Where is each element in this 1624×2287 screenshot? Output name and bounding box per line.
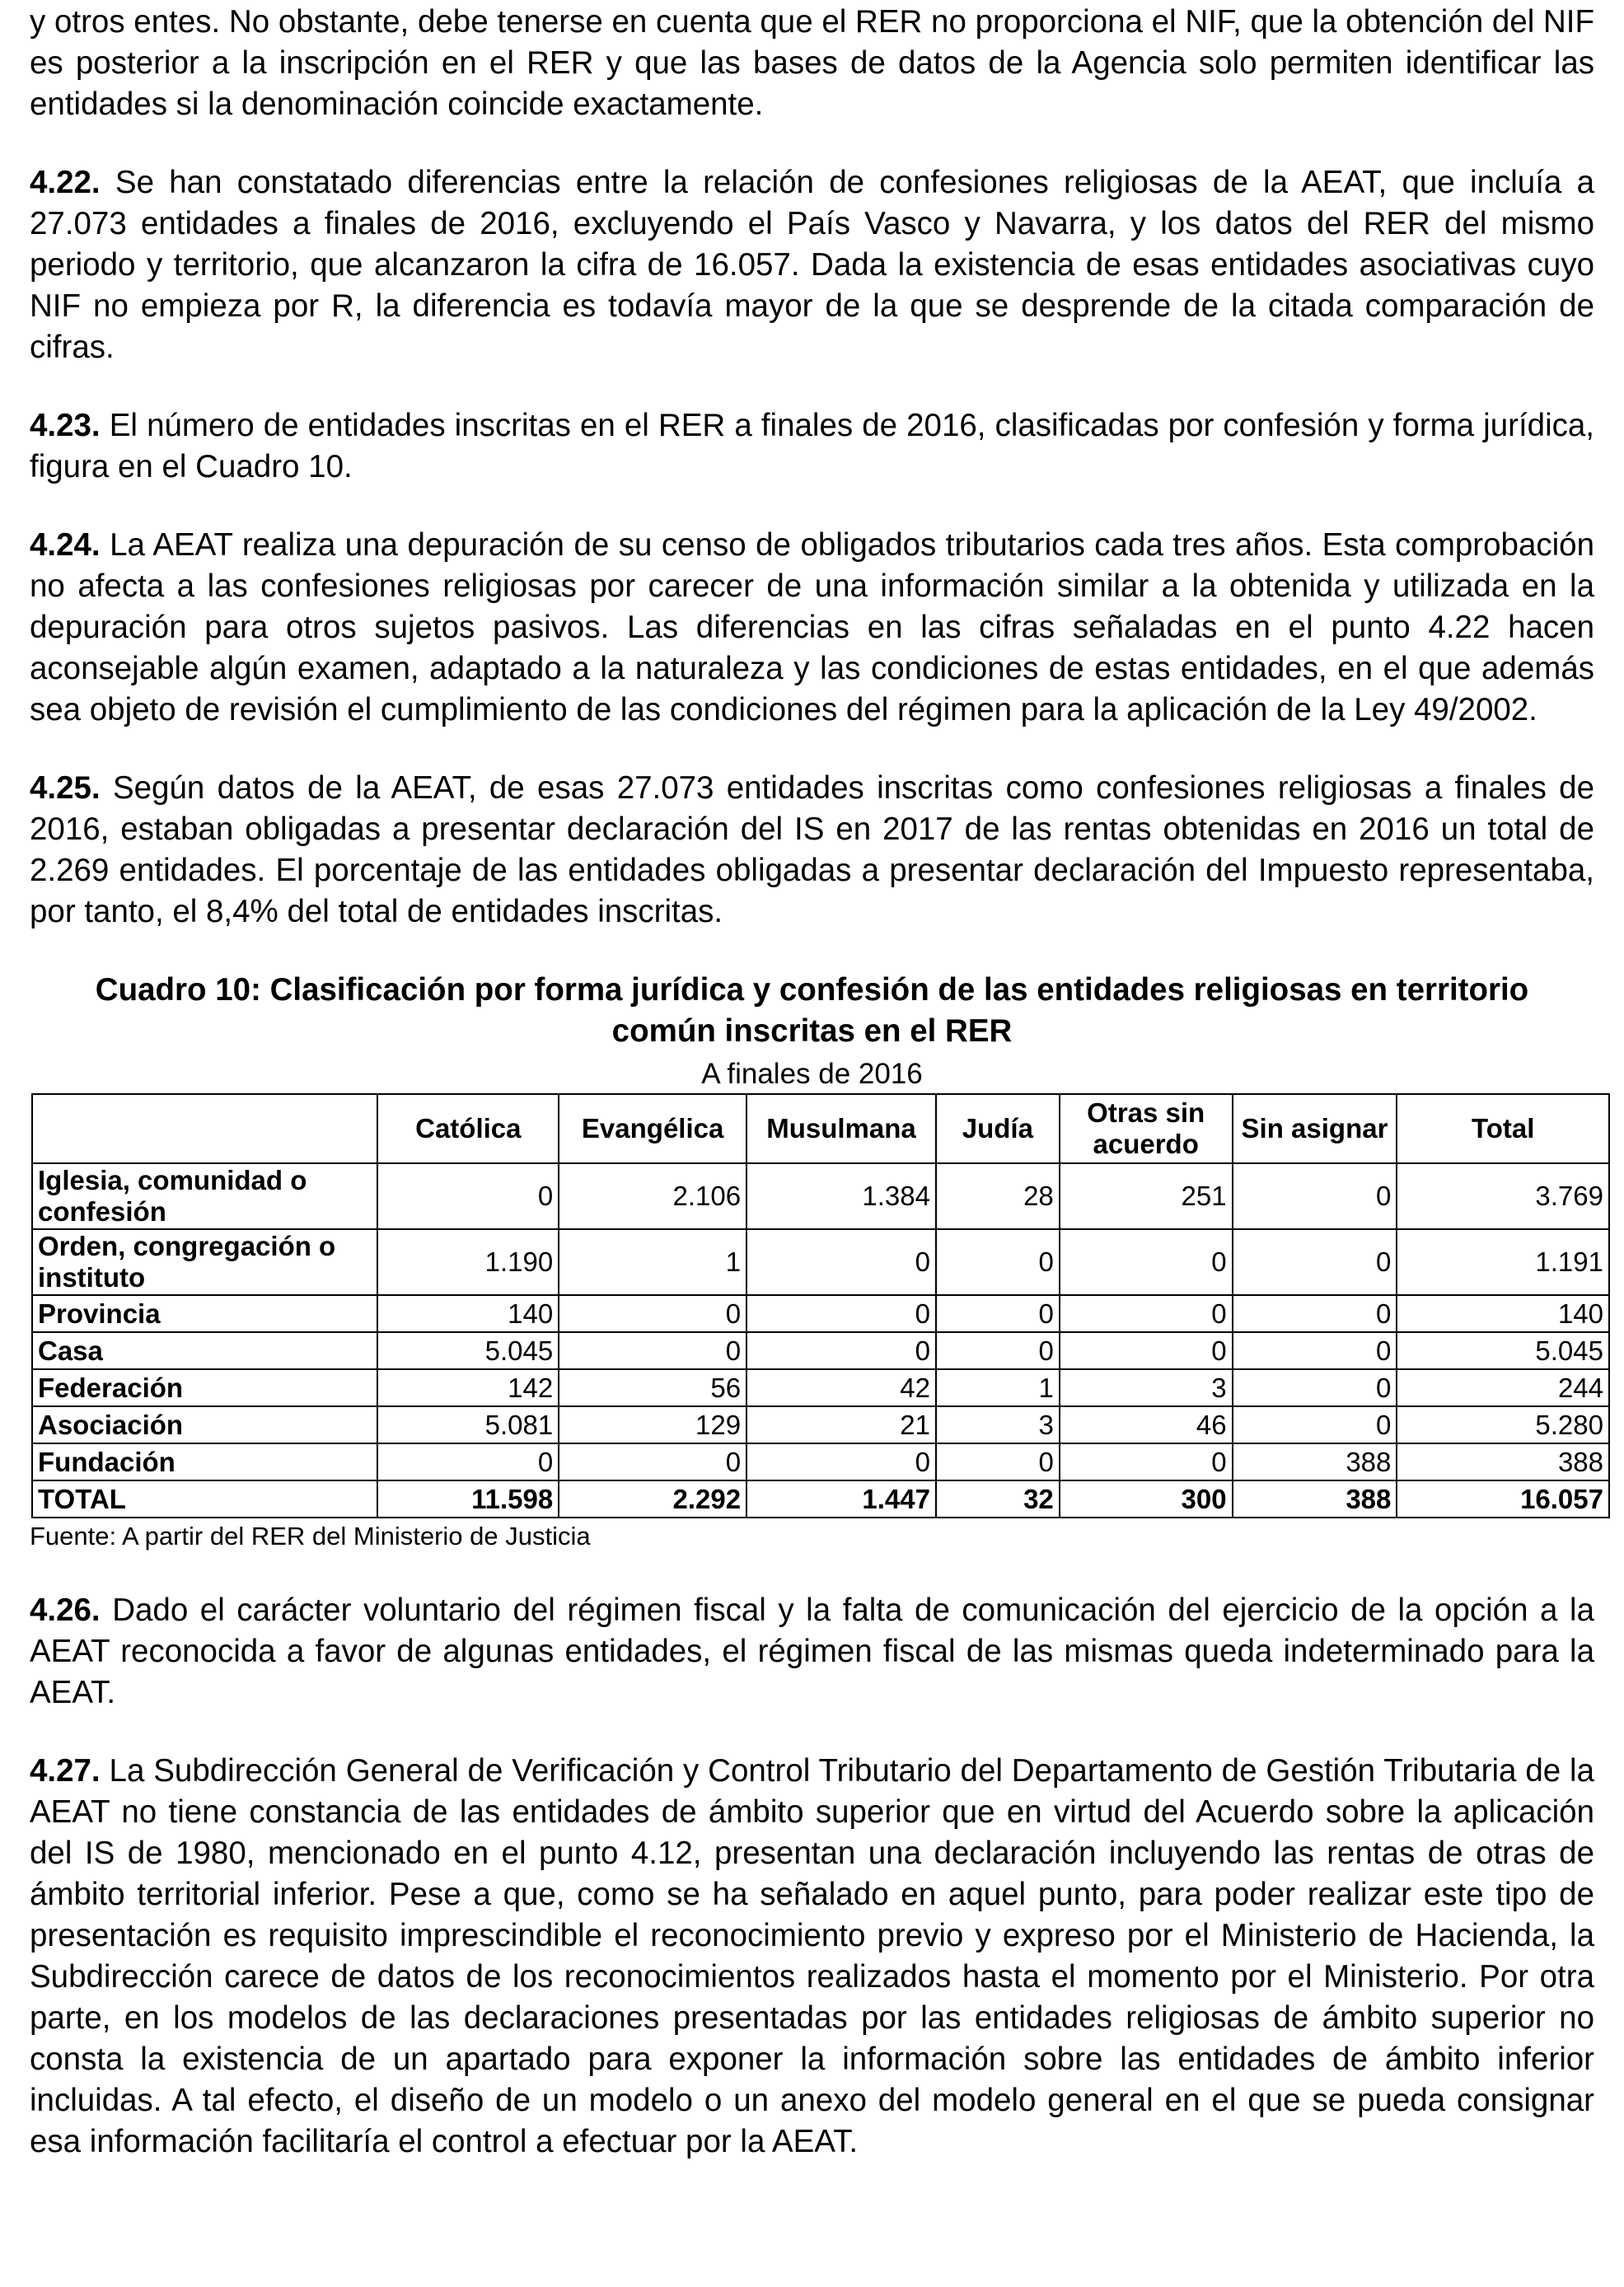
paragraph-4-24 [30,525,1594,731]
paragraph-text: La AEAT realiza una depuración de su censo de obligados tributarios cada tres años. Esta comprobación no afecta a las confesiones religiosas por carecer de una información similar a la obtenida y utilizada en la depuración para otros sujetos pasivos. Las diferencias en las cifras señaladas en el punto 4.22 hacen aconsejable algún examen, adaptado a la naturaleza y las condiciones de estas entidades, en el que además sea objeto de revisión el cumplimiento de las condiciones del régimen para la aplicación de la Ley 49/2002. [30,527,1594,727]
table-cell: 1.447 [746,1480,936,1518]
table-cell: 5.081 [377,1406,559,1443]
table-subcaption: A finales de 2016 [701,1058,923,1090]
table-cell: 5.045 [1397,1332,1609,1369]
table-cell: 5.280 [1397,1406,1609,1443]
table-cell: 0 [1233,1229,1397,1295]
header-cell: Total [1397,1094,1609,1163]
table-row [32,1332,1609,1369]
header-cell: Musulmana [746,1094,936,1163]
paragraph-text: La Subdirección General de Verificación y Control Tributario del Departamento de Gestión Tributaria de la AEAT no tiene constancia de las entidades de ámbito superior que en virtud del Acuerdo sobre la aplicación del IS de 1980, mencionado en el punto 4.12, presentan una declaración incluyendo las rentas de otras de ámbito territorial inferior. Pese a que, como se ha señalado en aquel punto, para poder realizar este tipo de presentación es requisito imprescindible el reconocimiento previo y expreso por el Ministerio de Hacienda, la Subdirección carece de datos de los reconocimientos realizados hasta el momento por el Ministerio. Por otra parte, en los modelos de las declaraciones presentadas por las entidades religiosas de ámbito superior no consta la existencia de un apartado para exponer la información sobre las entidades de ámbito inferior incluidas. A tal efecto, el diseño de un modelo o un anexo del modelo general en el que se pueda consignar esa información facilitaría el control a efectuar por la AEAT. [30,1753,1594,2159]
paragraph-4-26 [30,1590,1594,1714]
table-cell: 42 [746,1369,936,1406]
paragraph-number: 4.23. [30,408,101,443]
table-cell: 2.292 [559,1480,746,1518]
table-cell: 11.598 [377,1480,559,1518]
table-cell: 3 [936,1406,1060,1443]
row-label: Casa [32,1332,377,1369]
header-cell: Otras sin acuerdo [1060,1094,1233,1163]
table-header-row [32,1094,1609,1163]
table-row [32,1295,1609,1332]
row-label: Asociación [32,1406,377,1443]
table-cell: 0 [746,1295,936,1332]
row-label: Fundación [32,1443,377,1480]
table-cell: 3.769 [1397,1163,1609,1229]
header-cell: Católica [377,1094,559,1163]
table-cell: 0 [1233,1295,1397,1332]
row-label: Orden, congregación o instituto [32,1229,377,1295]
table-cell: 0 [936,1443,1060,1480]
table-cell: 0 [936,1332,1060,1369]
table-cell: 32 [936,1480,1060,1518]
row-label: Federación [32,1369,377,1406]
table-cell: 0 [746,1332,936,1369]
table-cell: 56 [559,1369,746,1406]
table-cell: 0 [936,1295,1060,1332]
table-cell: 21 [746,1406,936,1443]
table-cell: 251 [1060,1163,1233,1229]
table-cell: 1 [559,1229,746,1295]
paragraph-4-25 [30,768,1594,933]
table-cell: 3 [1060,1369,1233,1406]
paragraph-text: El número de entidades inscritas en el RER a finales de 2016, clasificadas por confesión y forma jurídica, figura en el Cuadro 10. [30,408,1594,484]
table-cell: 1.384 [746,1163,936,1229]
paragraph-number: 4.27. [30,1753,101,1789]
table-total-row [32,1480,1609,1518]
table-cell: 0 [559,1443,746,1480]
table-row [32,1163,1609,1229]
table-cell: 0 [1233,1163,1397,1229]
table-cell: 388 [1397,1443,1609,1480]
table-cell: 0 [559,1332,746,1369]
table-row [32,1229,1609,1295]
paragraph-text: y otros entes. No obstante, debe tenerse en cuenta que el RER no proporciona el NIF, que la obtención del NIF es posterior a la inscripción en el RER y que las bases de datos de la Agencia solo permiten identificar las entidades si la denominación coincide exactamente. [30,4,1594,122]
table-source: Fuente: A partir del RER del Ministerio de Justicia [30,1522,591,1550]
table-cell: 1.191 [1397,1229,1609,1295]
table-cell: 300 [1060,1480,1233,1518]
paragraph-number: 4.22. [30,165,101,200]
table-cell: 142 [377,1369,559,1406]
table-cell: 0 [1233,1369,1397,1406]
paragraph-number: 4.24. [30,527,101,563]
paragraph-4-22 [30,162,1594,368]
table-cell: 0 [559,1295,746,1332]
table-row [32,1443,1609,1480]
table-cell: 140 [377,1295,559,1332]
table-cell: 0 [746,1229,936,1295]
table-caption: Cuadro 10: Clasificación por forma jurídica y confesión de las entidades religiosas en territorio común inscritas en el RER [95,972,1529,1049]
table-row [32,1369,1609,1406]
table-cell: 0 [1060,1443,1233,1480]
table-cell: 0 [1060,1332,1233,1369]
table-cell: 0 [377,1163,559,1229]
paragraph-text: Se han constatado diferencias entre la relación de confesiones religiosas de la AEAT, que incluía a 27.073 entidades a finales de 2016, excluyendo el País Vasco y Navarra, y los datos del RER del mismo periodo y territorio, que alcanzaron la cifra de 16.057. Dada la existencia de esas entidades asociativas cuyo NIF no empieza por R, la diferencia es todavía mayor de la que se desprende de la citada comparación de cifras. [30,165,1594,365]
header-cell: Judía [936,1094,1060,1163]
table-cell: 16.057 [1397,1480,1609,1518]
table-cell: 244 [1397,1369,1609,1406]
table-cell: 2.106 [559,1163,746,1229]
table-cell: 0 [1233,1332,1397,1369]
table-cell: 5.045 [377,1332,559,1369]
paragraph-text: Según datos de la AEAT, de esas 27.073 entidades inscritas como confesiones religiosas a finales de 2016, estaban obligadas a presentar declaración del IS en 2017 de las rentas obtenidas en 2016 un total de 2.269 entidades. El porcentaje de las entidades obligadas a presentar declaración del Impuesto representaba, por tanto, el 8,4% del total de entidades inscritas. [30,770,1594,929]
header-cell: Sin asignar [1233,1094,1397,1163]
row-label: Provincia [32,1295,377,1332]
paragraph-text: Dado el carácter voluntario del régimen fiscal y la falta de comunicación del ejercicio de la opción a la AEAT reconocida a favor de algunas entidades, el régimen fiscal de las mismas queda indeterminado para la AEAT. [30,1592,1594,1710]
table-cell: 0 [1060,1229,1233,1295]
table-cell: 0 [1060,1295,1233,1332]
table-cell: 0 [377,1443,559,1480]
table-cell: 0 [746,1443,936,1480]
table-row [32,1406,1609,1443]
table-cell: 46 [1060,1406,1233,1443]
paragraph-number: 4.26. [30,1592,101,1628]
paragraph-number: 4.25. [30,770,101,806]
row-label: Iglesia, comunidad o confesión [32,1163,377,1229]
table-cell: 388 [1233,1480,1397,1518]
table-cell: 1 [936,1369,1060,1406]
row-label: TOTAL [32,1480,377,1518]
cuadro-10-table [31,1093,1610,1518]
header-cell [32,1094,377,1163]
paragraph-4-23 [30,405,1594,488]
table-cell: 0 [936,1229,1060,1295]
table-cell: 0 [1233,1406,1397,1443]
table-cell: 28 [936,1163,1060,1229]
table-cell: 1.190 [377,1229,559,1295]
paragraph-4-27 [30,1751,1594,2163]
paragraph-continuation [30,0,1594,125]
table-cell: 388 [1233,1443,1397,1480]
table-cell: 140 [1397,1295,1609,1332]
header-cell: Evangélica [559,1094,746,1163]
table-cell: 129 [559,1406,746,1443]
